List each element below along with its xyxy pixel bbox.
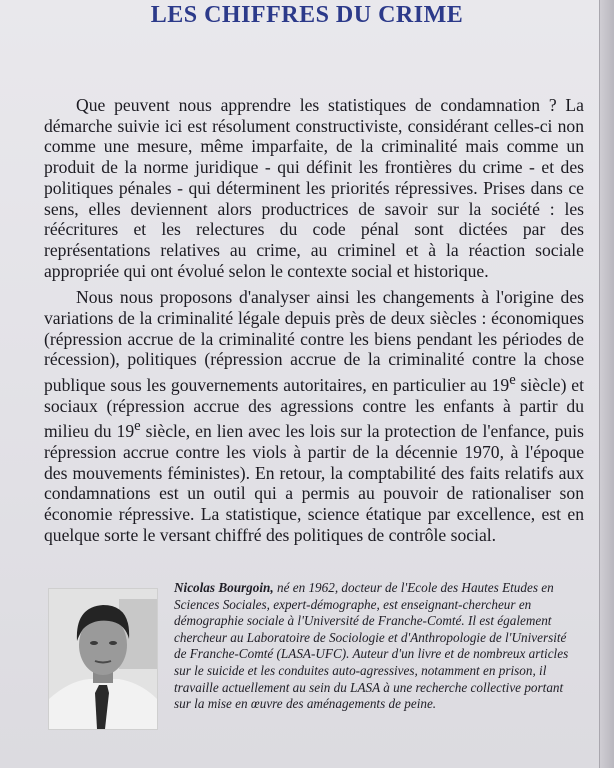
superscript-e-1: e bbox=[509, 372, 516, 389]
author-bio bbox=[174, 580, 572, 713]
paragraph-2-part-b: siècle) et sociaux (répression accrue des agressions contre les enfants à partir du milieu du 19 bbox=[44, 375, 584, 442]
paragraph-1: Que peuvent nous apprendre les statistiques de condamnation ? La démarche suivie ici est résolument constructiviste, considérant celles-ci non comme une mesure, même imparfaite, de la criminalité mais comme un produit de la norme juridique - qui définit les frontières du crime - et des politiques pénales - qui déterminent les priorités répressives. Prises dans ce sens, elles deviennent alors productrices de savoir sur la société : les réécritures et les relectures du code pénal sont dictées par des représentations relatives au crime, au criminel et à la réaction sociale appropriée qui ont évolué selon le contexte social et historique. bbox=[44, 95, 584, 281]
page-edge bbox=[599, 0, 614, 768]
paragraph-2-part-c: siècle, en lien avec les lois sur la protection de l'enfance, puis répression accrue contre les viols à partir de la décennie 1970, à l'époque des mouvements féministes). En retour, la comptabilité des faits relatifs aux condamnations est un outil qui a permis au pouvoir de rationaliser son économie répressive. La statistique, science étatique par excellence, est en quelque sorte le versant chiffré des politiques de contrôle social. bbox=[44, 421, 584, 545]
paragraph-2-part-a: Nous nous proposons d'analyser ainsi les changements à l'origine des variations de la criminalité légale depuis près de deux siècles : économiques (répression accrue de la criminalité contre les biens pendant les périodes de récession), politiques (répression accrue de la criminalité contre la chose publique sous les gouvernements autoritaires, en particulier au 19 bbox=[44, 287, 584, 395]
author-bio-text: né en 1962, docteur de l'Ecole des Hautes Etudes en Sciences Sociales, expert-démographe, est enseignant-chercheur en démographie sociale à l'Université de Franche-Comté. Il est également chercheur au Laboratoire de Sociologie et d'Anthropologie de l'Université de Franche-Comté (LASA-UFC). Auteur d'un livre et de nombreux articles sur le suicide et les conduites auto-agressives, notamment en prison, il travaille actuellement au sein du LASA à une recherche collective portant sur la mise en œuvre des aménagements de peine. bbox=[174, 580, 569, 712]
back-cover-text bbox=[44, 95, 584, 551]
author-photo bbox=[48, 588, 158, 730]
page-title: LES CHIFFRES DU CRIME bbox=[150, 2, 464, 28]
paragraph-2 bbox=[44, 287, 584, 545]
superscript-e-2: e bbox=[134, 418, 141, 435]
author-name: Nicolas Bourgoin, bbox=[174, 580, 274, 595]
